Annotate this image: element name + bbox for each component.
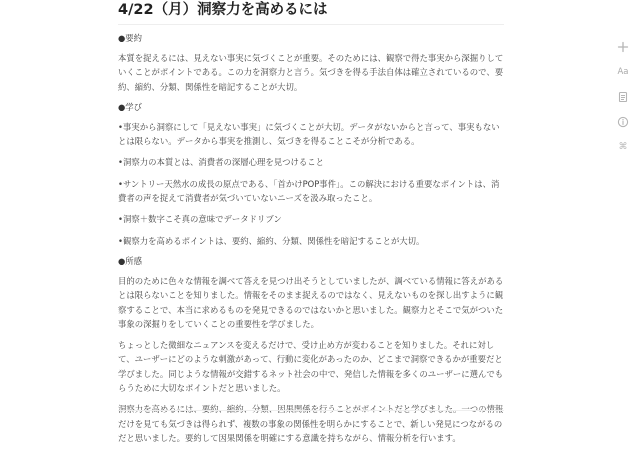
section-heading-learnings: ●学び [118, 101, 143, 112]
learning-item: •洞察＋数字こそ真の意味でデータドリブン [118, 214, 282, 225]
section-learnings [118, 101, 504, 248]
learning-item: •事実から洞察にして「見えない事実」に気づくことが大切。データがないからと言って、事実もないとは限らない。データから事実を推測し、気づきを得ることこそが分析である。 [118, 121, 500, 147]
impression-paragraph: 目的のために色々な情報を調べて答えを見つけ出そうとしていましたが、調べている情報に答えがあるとは限らないことを知りました。情報をそのまま捉えるのではなく、見えないものを探し出すように観察することで、本当に求めるものを発見できるのではないかと思いました。観察力とそこで気がついた事象の深掘りをしていくことの重要性を学びました。 [118, 275, 504, 329]
section-heading-impressions: ●所感 [118, 255, 143, 266]
summary-paragraph: 本質を捉えるには、見えない事実に気づくことが重要。そのためには、観察で得た事実から深掘りしていくことがポイントである。この力を洞察力と言う。気づきを得る手法自体は確立されているので、要約、縮約、分類、関係性を暗記することが大切。 [118, 53, 504, 92]
title-divider [118, 24, 504, 25]
learning-item: •サントリー天然水の成長の原点である、「首かけPOP事件」。この解決における重要なポイントは、消費者の声を捉えて消費者が気づいていないニーズを汲み取ったこと。 [118, 178, 500, 204]
document-icon[interactable] [614, 88, 632, 106]
section-summary [118, 32, 504, 94]
learning-item: •洞察力の本質とは、消費者の深層心理を見つけること [118, 157, 324, 168]
learning-item: •観察力を高めるポイントは、要約、縮約、分類、関係性を暗記することが大切。 [118, 235, 425, 246]
command-icon[interactable]: ⌘ [618, 142, 628, 152]
article-body [118, 32, 504, 452]
plus-icon[interactable] [614, 38, 632, 56]
section-heading-summary: ●要約 [118, 33, 143, 43]
info-icon[interactable] [614, 113, 632, 131]
font-size-icon[interactable]: Aa [617, 67, 629, 77]
impression-paragraph: ちょっとした微細なニュアンスを変えるだけで、受け止め方が変わることを知りました。それに対して、ユーザーにどのような刺激があって、行動に変化があったのか、どこまで洞察できるかが重要だと学びました。同じような情報が交錯するネット社会の中で、発信した情報を多くのユーザーに選んでもらうために大切なポイントだと思いました。 [118, 340, 504, 394]
bottom-divider [118, 410, 504, 411]
section-impressions [118, 255, 504, 445]
side-toolbar [614, 38, 632, 163]
impression-paragraph: だけを見ても気づきは得られず、複数の事象の関係性を明らかにすることで、新しい発見につながるのだと思いました。要約して因果関係を明確にする意識を持ちながら、情報分析を行います。 [118, 418, 503, 443]
page-title: 4/22（月）洞察力を高めるには [118, 2, 328, 18]
